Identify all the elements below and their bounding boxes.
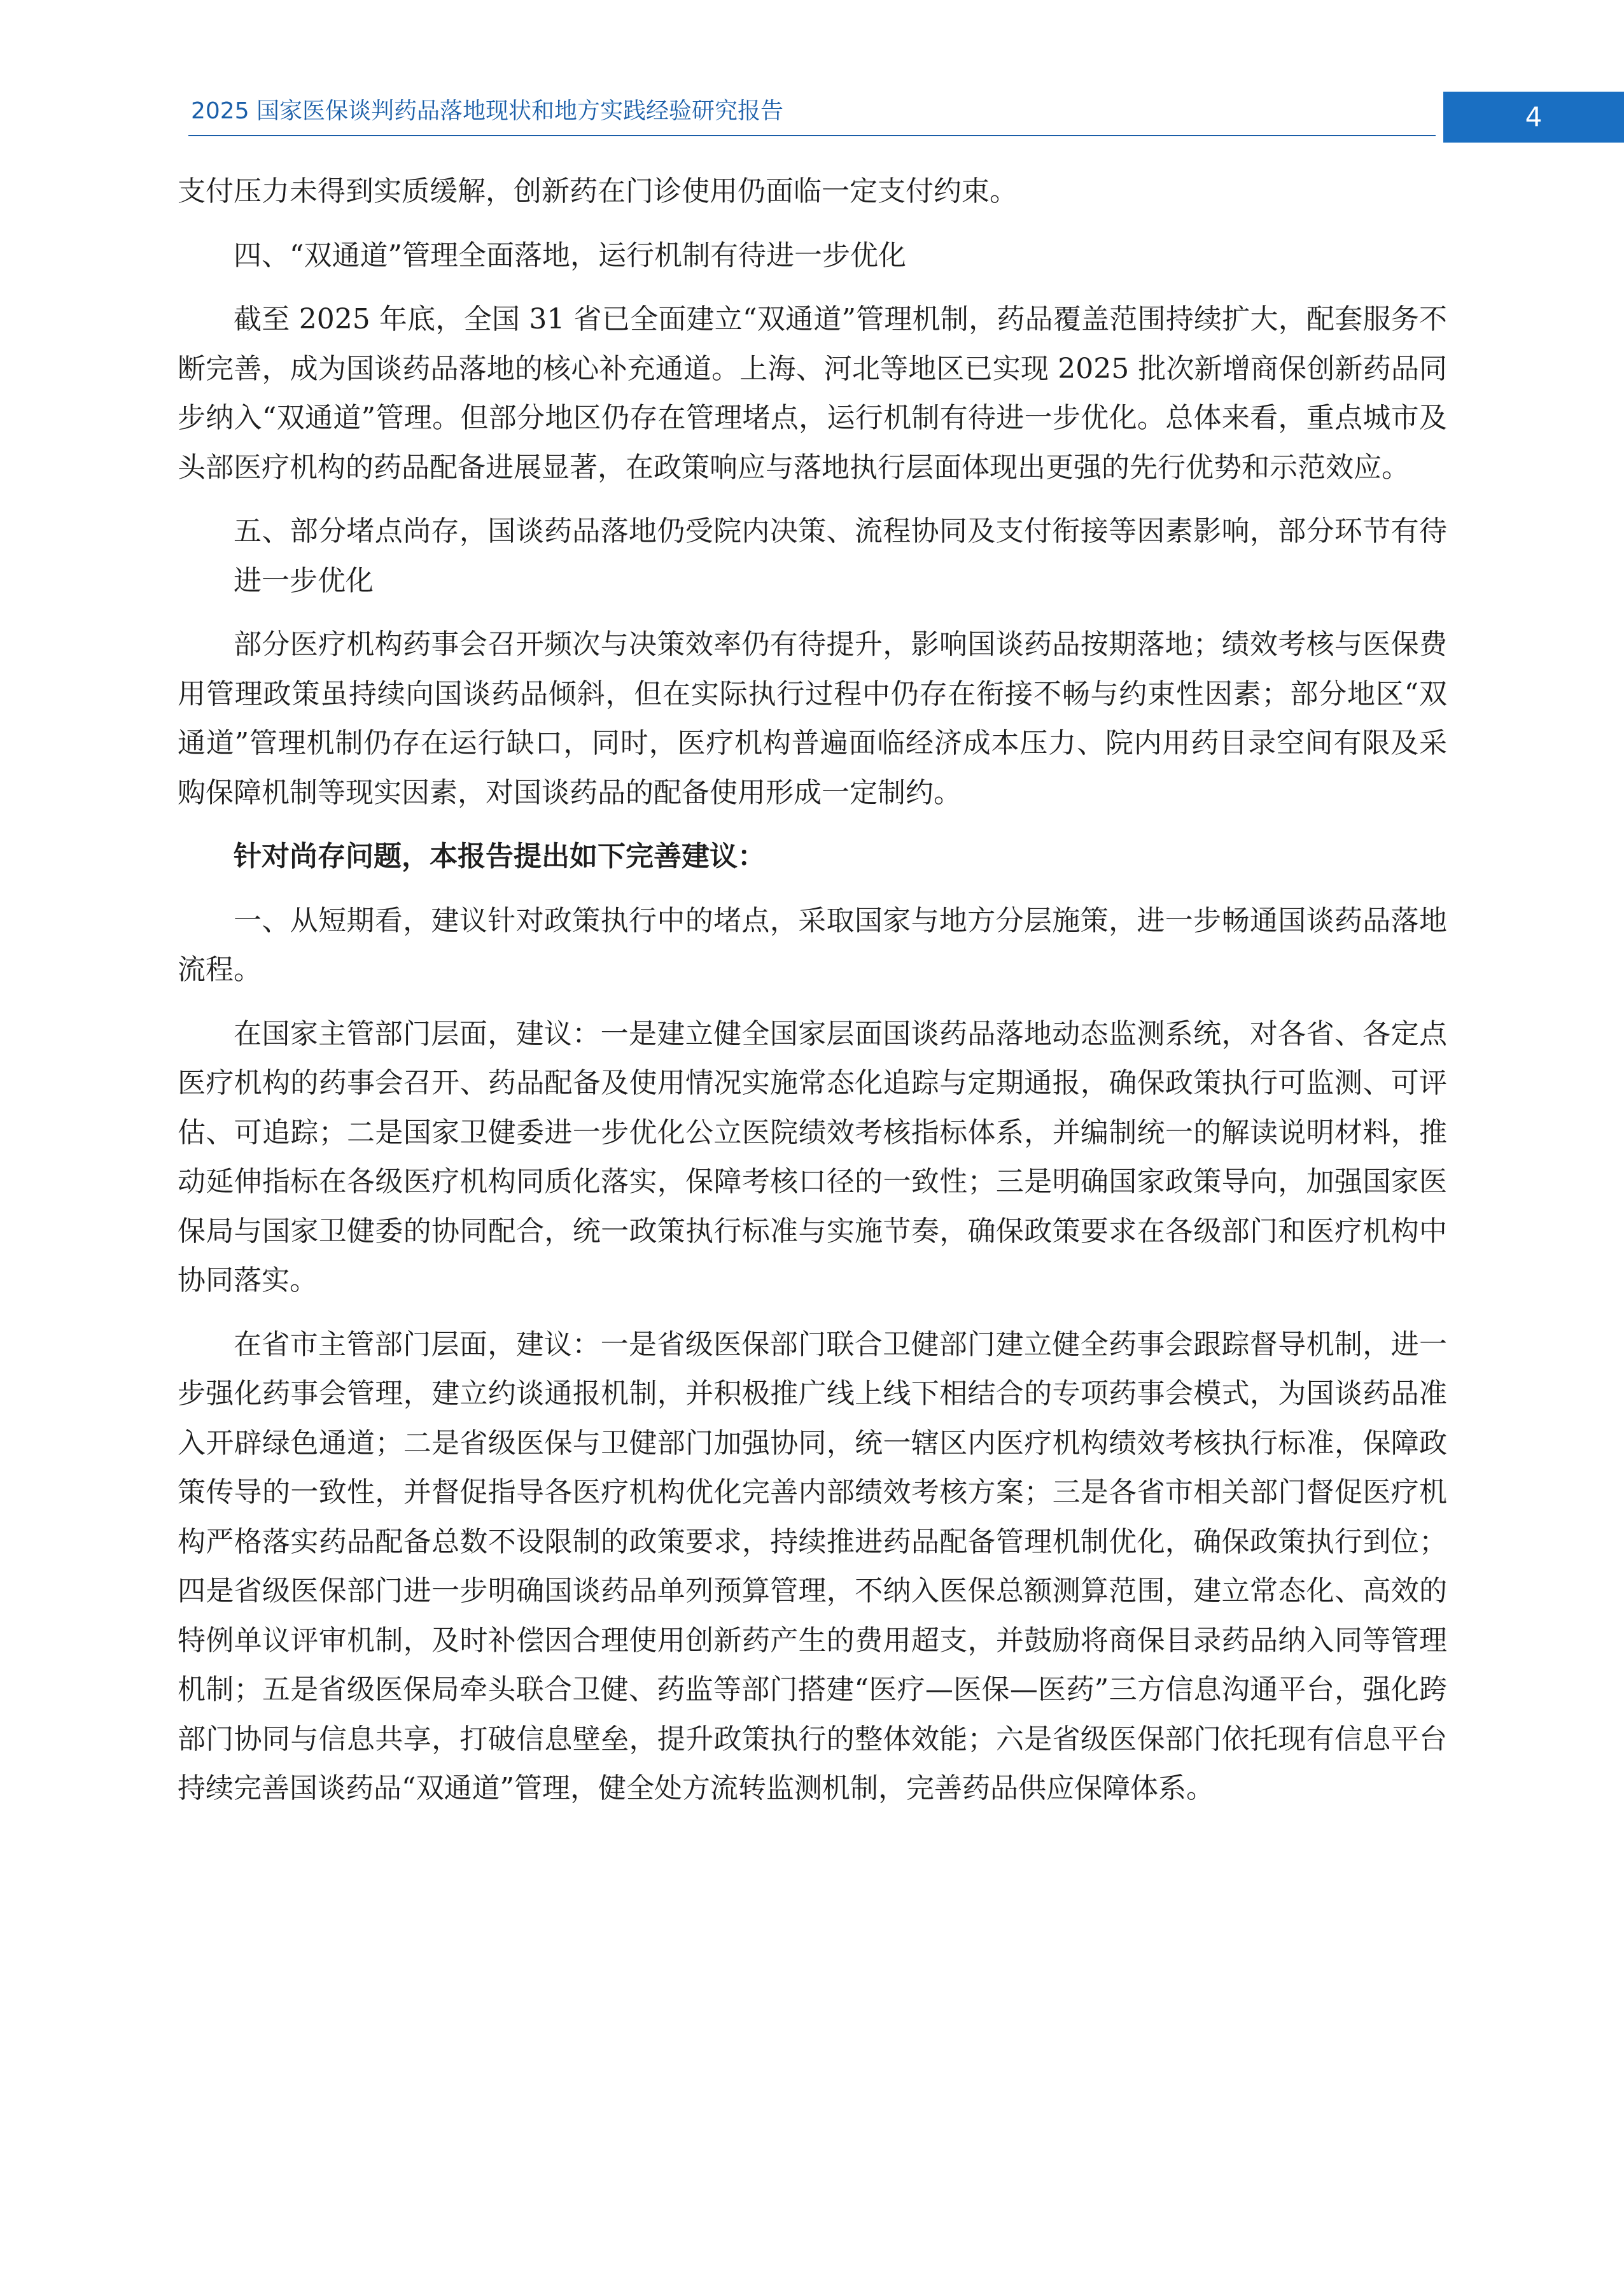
page-number: 4 [1443,92,1624,143]
running-header-title: 2025 国家医保谈判药品落地现状和地方实践经验研究报告 [191,98,784,124]
section-heading-five: 五、部分堵点尚存，国谈药品落地仍受院内决策、流程协同及支付衔接等因素影响，部分环节有待进一步优化 [234,515,1447,597]
recommendations-heading: 针对尚存问题，本报告提出如下完善建议： [234,840,766,873]
paragraph-provincial-level: 在省市主管部门层面，建议：一是省级医保部门联合卫健部门建立健全药事会跟踪督导机制，进一步强化药事会管理，建立约谈通报机制，并积极推广线上线下相结合的专项药事会模式，为国谈药品准入开辟绿色通道；二是省级医保与卫健部门加强协同，统一辖区内医疗机构绩效考核执行标准，保障政策传导的一致性，并督促指导各医疗机构优化完善内部绩效考核方案；三是各省市相关部门督促医疗机构严格落实药品配备总数不设限制的政策要求，持续推进药品配备管理机制优化，确保政策执行到位；四是省级医保部门进一步明确国谈药品单列预算管理，不纳入医保总额测算范围，建立常态化、高效的特例单议评审机制，及时补偿因合理使用创新药产生的费用超支，并鼓励将商保目录药品纳入同等管理机制；五是省级医保局牵头联合卫健、药监等部门搭建“医疗—医保—医药”三方信息沟通平台，强化跨部门协同与信息共享，打破信息壁垒，提升政策执行的整体效能；六是省级医保部门依托现有信息平台持续完善国谈药品“双通道”管理，健全处方流转监测机制，完善药品供应保障体系。 [178,1328,1448,1804]
paragraph-national-level: 在国家主管部门层面，建议：一是建立健全国家层面国谈药品落地动态监测系统，对各省、各定点医疗机构的药事会召开、药品配备及使用情况实施常态化追踪与定期通报，确保政策执行可监测、可评估、可追踪；二是国家卫健委进一步优化公立医院绩效考核指标体系，并编制统一的解读说明材料，推动延伸指标在各级医疗机构同质化落实，保障考核口径的一致性；三是明确国家政策导向，加强国家医保局与国家卫健委的协同配合，统一政策执行标准与实施节奏，确保政策要求在各级部门和医疗机构中协同落实。 [178,1017,1447,1297]
header-divider [188,135,1436,136]
paragraph-dual-channel: 截至 2025 年底，全国 31 省已全面建立“双通道”管理机制，药品覆盖范围持续扩大，配套服务不断完善，成为国谈药品落地的核心补充通道。上海、河北等地区已实现 2025 批次新增商保创新药品同步纳入“双通道”管理。但部分地区仍存在管理堵点，运行机制有待进一步优化。总体来看，重点城市及头部医疗机构的药品配备进展显著，在政策响应与落地执行层面体现出更强的先行优势和示范效应。 [178,303,1447,484]
body-text [178,167,1447,1813]
section-heading-four: 四、“双通道”管理全面落地，运行机制有待进一步优化 [234,239,906,272]
recommendation-one: 一、从短期看，建议针对政策执行中的堵点，采取国家与地方分层施策，进一步畅通国谈药品落地流程。 [178,904,1447,986]
paragraph-continuation: 支付压力未得到实质缓解，创新药在门诊使用仍面临一定支付约束。 [178,175,1018,207]
paragraph-obstacles: 部分医疗机构药事会召开频次与决策效率仍有待提升，影响国谈药品按期落地；绩效考核与医保费用管理政策虽持续向国谈药品倾斜，但在实际执行过程中仍存在衔接不畅与约束性因素；部分地区“双通道”管理机制仍存在运行缺口，同时，医疗机构普遍面临经济成本压力、院内用药目录空间有限及采购保障机制等现实因素，对国谈药品的配备使用形成一定制约。 [178,628,1447,809]
